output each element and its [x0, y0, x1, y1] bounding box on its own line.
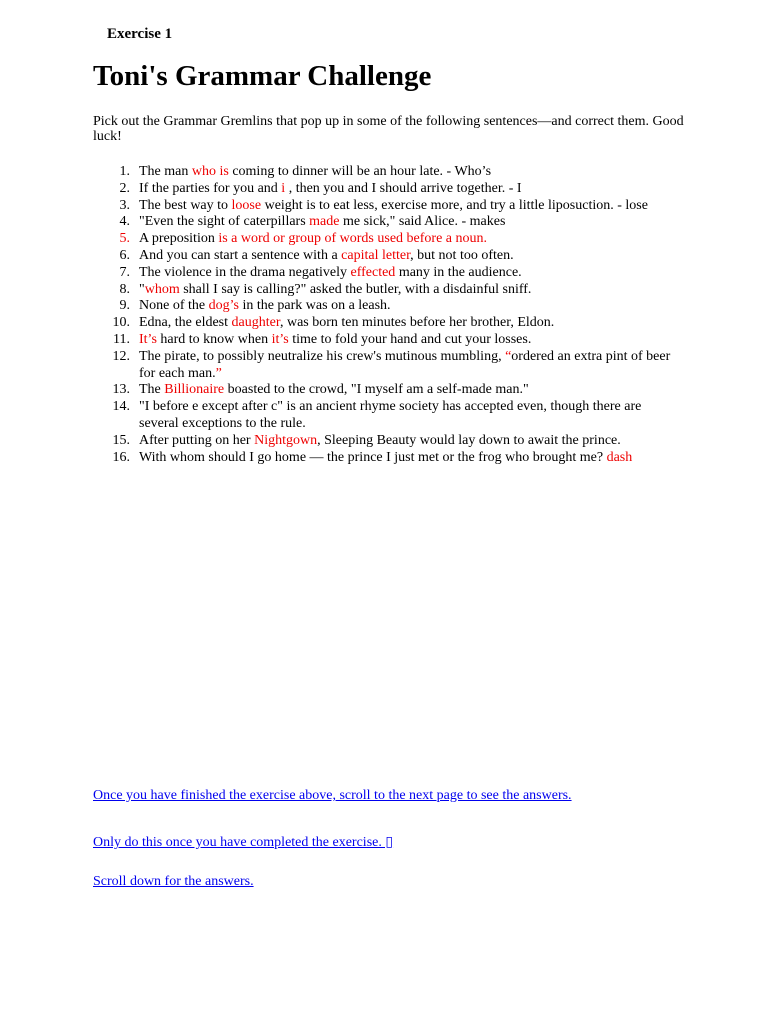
- list-item: [108, 298, 678, 315]
- list-item: [108, 349, 678, 383]
- highlighted-error: effected: [350, 264, 396, 280]
- list-item-number: 15.: [112, 432, 130, 448]
- page-title: Toni's Grammar Challenge: [93, 60, 432, 92]
- completed-exercise-link[interactable]: Only do this once you have completed the exercise. ▯: [93, 835, 394, 850]
- sentence-text: boasted to the crowd, "I myself am a self-made man.": [224, 382, 529, 398]
- list-item: [108, 231, 678, 248]
- sentence-text: time to fold your hand and cut your losses.: [288, 331, 532, 347]
- list-item-number: 1.: [119, 164, 130, 179]
- sentence-text: , Sleeping Beauty would lay down to await the prince.: [317, 432, 621, 448]
- highlighted-error: whom: [144, 281, 180, 297]
- finished-exercise-link[interactable]: Once you have finished the exercise above, scroll to the next page to see the answers.: [93, 788, 572, 803]
- list-item-number: 4.: [119, 214, 130, 230]
- sentence-text: , then you and I should arrive together. - I: [285, 180, 522, 196]
- sentence-text: None of the: [139, 298, 209, 314]
- highlighted-error: It’s: [139, 331, 157, 347]
- sentence-text: Edna, the eldest: [139, 315, 232, 331]
- highlighted-error: is a word or group of words used before a noun.: [218, 231, 488, 247]
- list-item: [108, 282, 678, 299]
- highlighted-error: i: [281, 180, 286, 196]
- highlighted-error: dog’s: [208, 298, 239, 314]
- sentence-text: "Even the sight of caterpillars: [139, 214, 310, 230]
- highlighted-error: loose: [231, 197, 262, 213]
- highlighted-error: dash: [606, 449, 633, 465]
- list-item: [108, 164, 678, 181]
- sentence-text: The man: [139, 164, 192, 179]
- exercise-label: Exercise 1: [107, 26, 173, 42]
- sentence-text: "I before e except after c" is an ancient rhyme society has accepted even, though there are several exceptions to the rule.: [139, 399, 642, 431]
- list-item: [108, 315, 678, 332]
- list-item-number: 5.: [119, 231, 130, 247]
- sentence-text: me sick," said Alice. - makes: [339, 214, 506, 230]
- highlighted-error: it’s: [271, 331, 289, 347]
- list-item: [108, 382, 678, 399]
- list-item: [108, 265, 678, 282]
- list-item-number: 3.: [119, 197, 130, 213]
- sentence-text: After putting on her: [139, 432, 255, 448]
- list-item-number: 9.: [119, 298, 130, 314]
- list-item: [108, 332, 678, 349]
- highlighted-error: daughter: [231, 315, 280, 331]
- sentence-text: coming to dinner will be an hour late. - Who’s: [228, 164, 492, 179]
- list-item: [108, 433, 678, 450]
- sentence-text: And you can start a sentence with a: [139, 247, 342, 263]
- scroll-down-link[interactable]: Scroll down for the answers.: [93, 874, 254, 889]
- highlighted-error: who is: [191, 164, 229, 179]
- list-item-number: 2.: [119, 180, 130, 196]
- list-item-number: 10.: [112, 315, 130, 331]
- list-item-number: 6.: [119, 247, 130, 263]
- highlighted-error: made: [309, 214, 340, 230]
- list-item-number: 12.: [112, 348, 130, 364]
- sentence-text: The pirate, to possibly neutralize his crew's mutinous mumbling,: [139, 348, 506, 364]
- sentence-text: With whom should I go home — the prince I just met or the frog who brought me?: [139, 449, 607, 465]
- list-item-number: 14.: [112, 399, 130, 415]
- list-item: [108, 248, 678, 265]
- sentence-text: shall I say is calling?" asked the butler, with a disdainful sniff.: [179, 281, 532, 297]
- sentence-text: ordered an extra pint of beer for each man.: [139, 348, 671, 381]
- list-item-number: 8.: [119, 281, 130, 297]
- sentence-text: The violence in the drama negatively: [139, 264, 351, 280]
- list-item-number: 7.: [119, 264, 130, 280]
- sentence-text: ": [139, 281, 145, 297]
- sentence-text: in the park was on a leash.: [238, 298, 391, 314]
- sentence-text: weight is to eat less, exercise more, and try a little liposuction. - lose: [261, 197, 648, 213]
- sentence-text: hard to know when: [156, 331, 272, 347]
- sentence-text: The best way to: [139, 197, 232, 213]
- sentence-text: A preposition: [139, 231, 219, 247]
- list-item-number: 16.: [112, 449, 130, 465]
- list-item: [108, 181, 678, 198]
- sentence-text: If the parties for you and: [139, 180, 282, 196]
- list-item: [108, 450, 678, 467]
- sentence-list: [108, 164, 678, 466]
- sentence-text: The: [139, 382, 165, 398]
- list-item-number: 13.: [112, 382, 130, 398]
- highlighted-error: ”: [215, 365, 222, 381]
- sentence-text: many in the audience.: [395, 264, 522, 280]
- list-item-number: 11.: [113, 331, 130, 347]
- intro-paragraph: Pick out the Grammar Gremlins that pop up in some of the following sentences—and correct them. Good luck!: [93, 114, 684, 144]
- sentence-text: , was born ten minutes before her brother, Eldon.: [279, 315, 555, 331]
- highlighted-error: capital letter: [341, 247, 411, 263]
- sentence-text: , but not too often.: [410, 247, 514, 263]
- list-item: [108, 214, 678, 231]
- list-item: [108, 399, 678, 433]
- highlighted-error: Nightgown: [254, 432, 318, 448]
- list-item: [108, 198, 678, 215]
- highlighted-error: Billionaire: [164, 382, 225, 398]
- highlighted-error: “: [505, 348, 512, 364]
